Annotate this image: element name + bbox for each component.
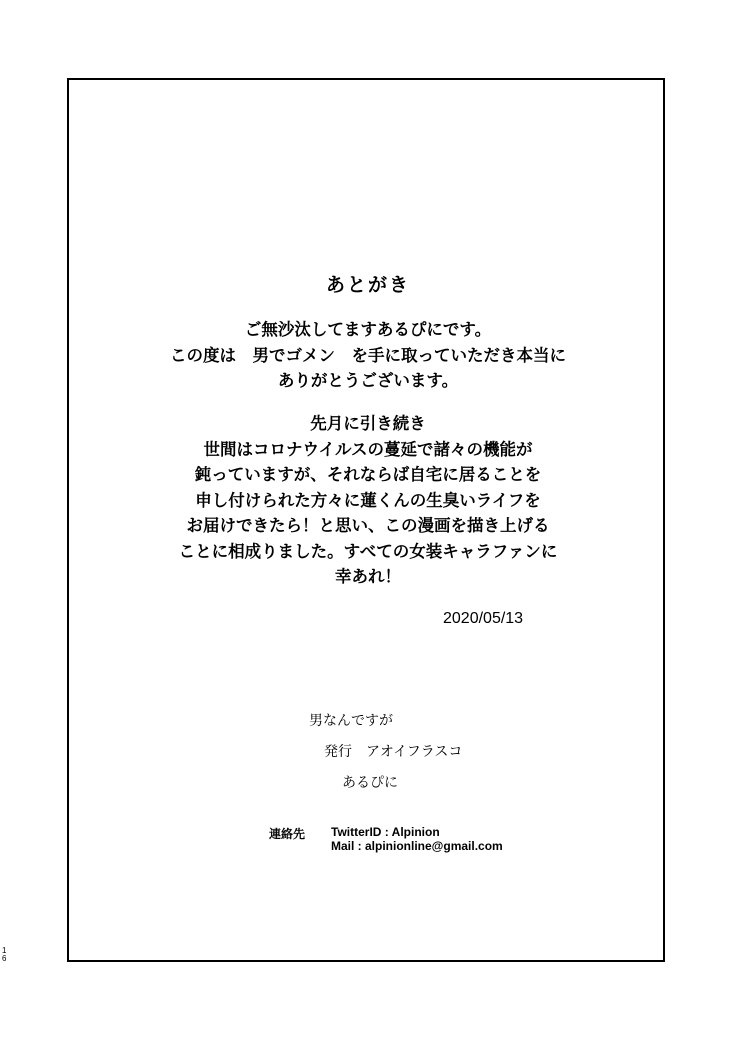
- afterword-paragraph-2: [0, 411, 736, 590]
- paragraph-line: ご無沙汰してますあるぴにです。: [244, 320, 492, 339]
- afterword-date: 2020/05/13: [443, 610, 524, 627]
- paragraph-line: お届けできたら！と思い、この漫画を描き上げる: [186, 516, 550, 535]
- paragraph-line: 申し付けられた方々に蓮くんの生臭いライフを: [195, 490, 541, 510]
- contact-label: 連絡先: [269, 827, 306, 841]
- credit-publisher: 発行 アオイフラスコ: [324, 744, 463, 760]
- paragraph-line: 先月に引き続き: [310, 414, 426, 433]
- paragraph-line: ことに相成りました。すべての女装キャラファンに: [178, 541, 558, 561]
- credit-book-title: 男なんですが: [309, 713, 393, 729]
- credit-author: あるぴに: [342, 775, 398, 791]
- afterword-title: あとがき: [325, 274, 410, 296]
- paragraph-line: 鈍っていますが、それならば自宅に居ることを: [194, 465, 542, 484]
- contact-twitter: TwitterID : Alpinion: [331, 825, 440, 839]
- paragraph-line: この度は 男でゴメン を手に取っていただき本当に: [170, 345, 566, 365]
- contact-mail: Mail : alpinionline@gmail.com: [331, 839, 503, 853]
- page-number: 16: [2, 946, 7, 963]
- afterword-paragraph-1: [0, 317, 736, 394]
- paragraph-line: 幸あれ！: [335, 567, 401, 586]
- paragraph-line: ありがとうございます。: [277, 371, 459, 390]
- paragraph-line: 世間はコロナウイルスの蔓延で諸々の機能が: [203, 439, 533, 459]
